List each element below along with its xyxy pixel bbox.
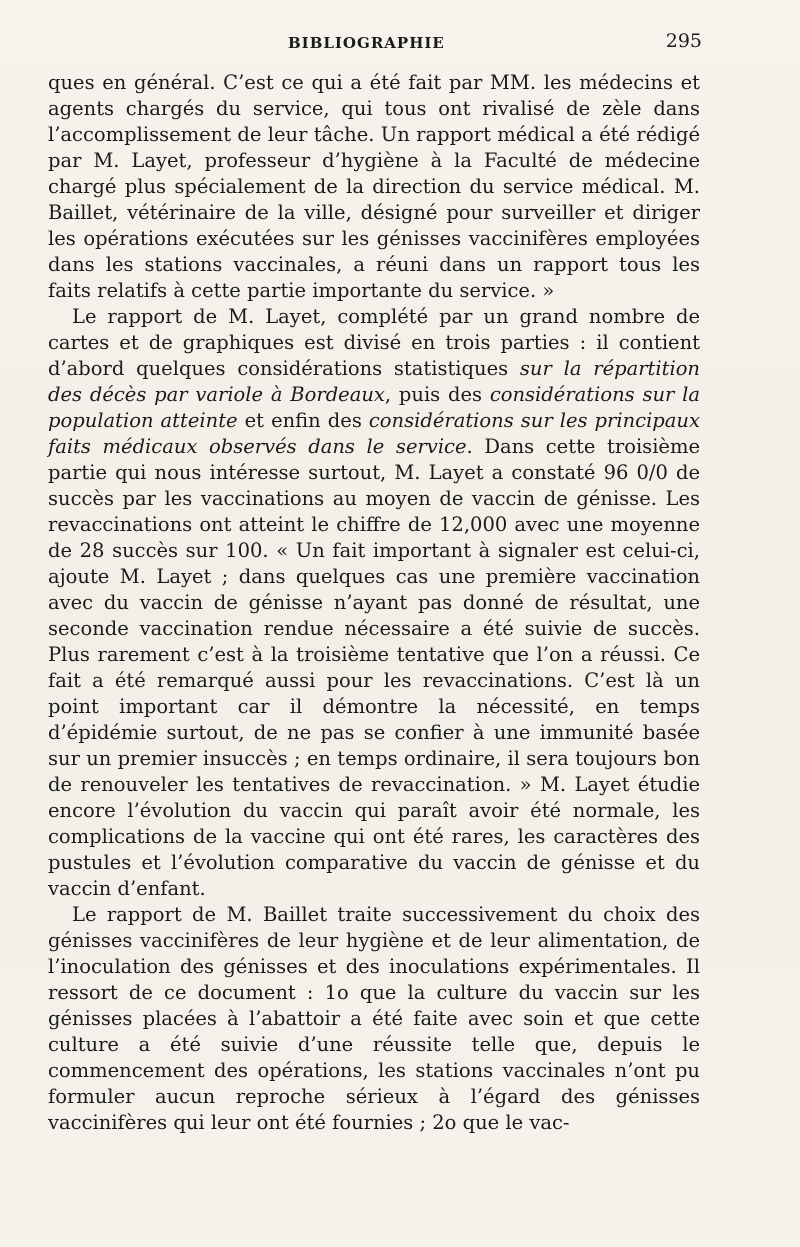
paragraph [48,70,700,304]
paragraph [48,902,700,1136]
text-segment: Le rapport de M. Baillet traite successivement du choix des génisses vaccinifères de leur hygiène et de leur alimentation, de l’inoculation des génisses et des inoculations expérimentales. Il ressort de ce document : 1o que la culture du vaccin sur les génisses placées à l’abattoir a été faite avec soin et que cette culture a été suivie d’une réussite telle que, depuis le commencement des opérations, les stations vaccinales n’ont pu formuler aucun reproche sérieux à l’égard des génisses vaccinifères qui leur ont été fournies ; 2o que le vac- [48,903,700,1134]
italic-segment: considérations sur la population atteinte [48,383,700,432]
italic-segment: sur la répartition des décès par variole à Bordeaux [48,357,700,406]
text-segment: ques en général. C’est ce qui a été fait par MM. les médecins et agents chargés du service, qui tous ont rivalisé de zèle dans l’accomplissement de leur tâche. Un rapport médical a été rédigé par M. Layet, professeur d’hygiène à la Faculté de médecine chargé plus spécialement de la direction du service médical. M. Baillet, vétérinaire de la ville, désigné pour surveiller et diriger les opérations exécutées sur les génisses vaccinifères employées dans les stations vaccinales, a réuni dans un rapport tous les faits relatifs à cette partie importante du service. » [48,71,700,302]
italic-segment: considérations sur les principaux faits médicaux observés dans le service. [48,409,700,458]
text-segment: Dans cette troisième partie qui nous intéresse surtout, M. Layet a constaté 96 0/0 de succès par les vaccinations au moyen de vaccin de génisse. Les revaccinations ont atteint le chiffre de 12,000 avec une moyenne de 28 succès sur 100. « Un fait important à signaler est celui-ci, ajoute M. Layet ; dans quelques cas une première vaccination avec du vaccin de génisse n’ayant pas donné de résultat, une seconde vaccination rendue nécessaire a été suivie de succès. Plus rarement c’est à la troisième tentative que l’on a réussi. Ce fait a été remarqué aussi pour les revaccinations. C’est là un point important car il démontre la nécessité, en temps d’épidémie surtout, de ne pas se confier à une immunité basée sur un premier insuccès ; en temps ordinaire, il sera toujours bon de renouveler les tentatives de revaccination. » M. Layet étudie encore l’évolution du vaccin qui paraît avoir été normale, les complications de la vaccine qui ont été rares, les caractères des pustules et l’évolution comparative du vaccin de génisse et du vaccin d’enfant. [48,435,700,900]
running-head [48,30,702,58]
running-title: BIBLIOGRAPHIE [288,34,445,52]
text-segment: et enfin des [237,409,369,432]
text-segment: , puis des [384,383,490,406]
text-segment: Le rapport de M. Layet, complété par un grand nombre de cartes et de graphiques est divisé en trois parties : il contient d’abord quelques considérations statistiques [48,305,700,380]
paragraph [48,304,700,902]
page-number: 295 [665,30,702,52]
body-text [48,70,700,1136]
